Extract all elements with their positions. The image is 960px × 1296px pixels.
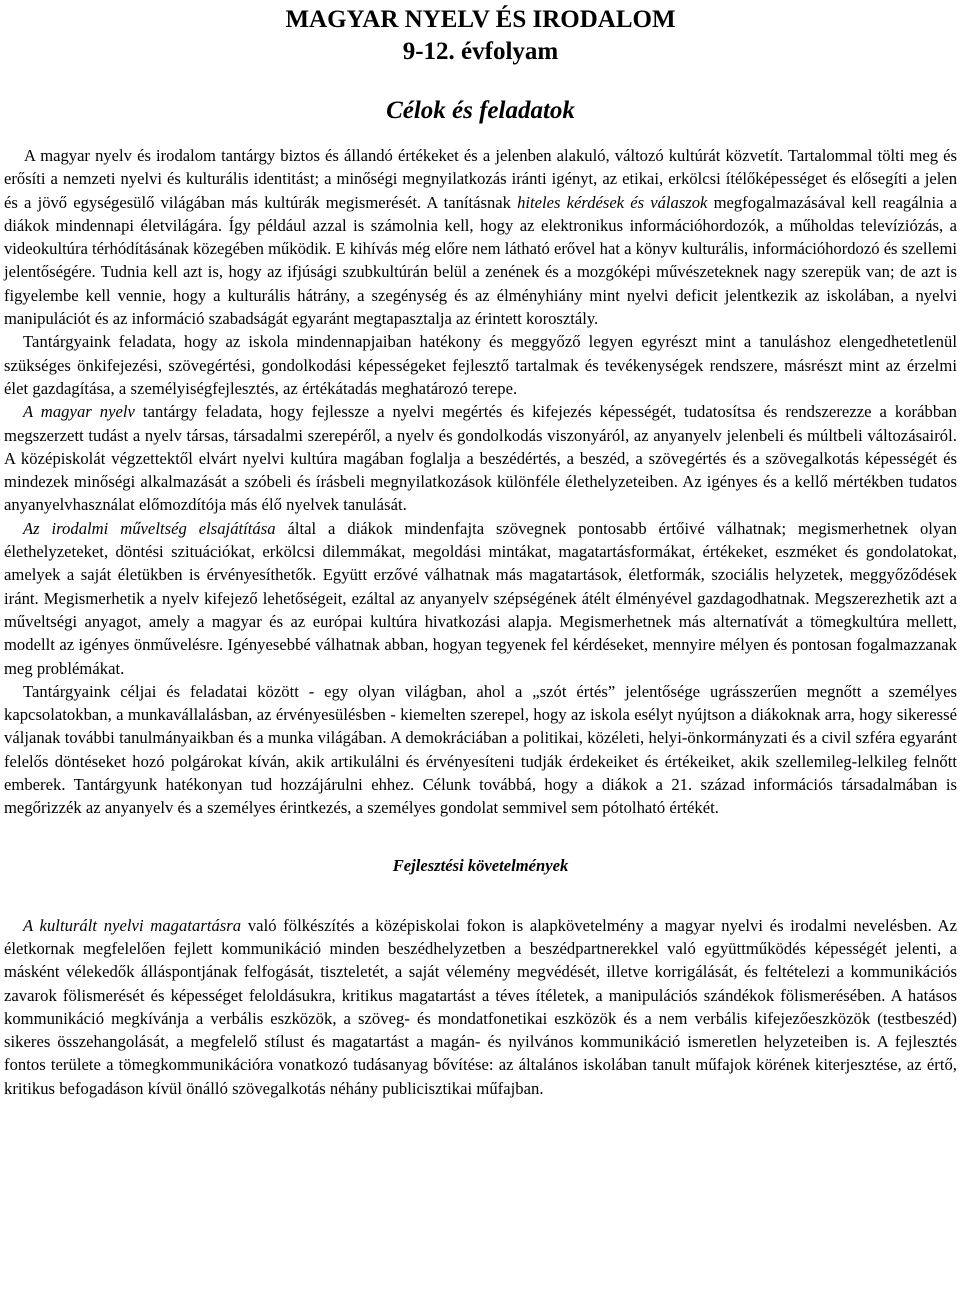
italic-phrase: A magyar nyelv — [23, 402, 135, 422]
paragraph-text: Tantárgyaink feladata, hogy az iskola mindennapjaiban hatékony és meggyőző legyen egyrészt mint a tanuláshoz elengedhetetlenül szükséges önkifejezési, szövegértési, gondolkodási képességeket fejlesztő tartalmak és tevékenységek rendszere, másrészt mint az érzelmi élet gazdagítása, a személyiségfejlesztés, az értékátadás meghatározó terepe. — [4, 332, 957, 398]
italic-phrase: A kulturált nyelvi magatartásra — [23, 915, 242, 935]
paragraph-tasks — [4, 330, 957, 400]
title-grades: 9-12. évfolyam — [402, 38, 559, 65]
paragraph-goals-tasks — [4, 680, 957, 820]
paragraph-text: tantárgy feladata, hogy fejlessze a nyelvi megértés és kifejezés képességét, tudatosítsa és rendszerezze a korábban megszerzett tudást a nyelv társas, társadalmi szerepéről, a nyelv és gondolkodás viszonyáról, az anyanyelv jelenbeli és múltbeli változásairól. A középiskolát végzettektől elvárt nyelvi kultúra magában foglalja a beszédértés, a beszéd, a szövegértés és a szövegalkotás képességét és mindezek minőségi alkalmazását a szóbeli és írásbeli megnyilatkozások különféle élethelyzeteiben. Az igényes és a kellő mértékben tudatos anyanyelvhasználat előmozdítója más élő nyelvek tanulását. — [4, 402, 957, 515]
paragraph-text: megfogalmazásával kell reagálnia a diákok mindennapi életvilágára. Így például azzal is számolnia kell, hogy az elektronikus információhordozók, a műholdas televíziózás, a videokultúra térhódításának közegében működik. E kihívás még előre nem látható erővel hat a könyv kulturális, információhordozó és szellemi jelentőségére. Tudnia kell azt is, hogy az ifjúsági szubkultúrán belül a zenének és a mozgóképi művészeteknek nagy szerepük van; de azt is figyelembe kell vennie, hogy a kulturális hátrány, a szegénység és az élményhiány mint nyelvi deficit jelentkezik az iskolában, a nyelvi manipulációt és az információ szabadságát egyaránt megtapasztalja az érintett korosztály. — [4, 192, 958, 329]
paragraph-cultured-language — [4, 914, 957, 1100]
paragraph-intro — [4, 144, 957, 330]
italic-phrase: Az irodalmi műveltség elsajátítása — [23, 518, 276, 538]
document-title — [4, 4, 957, 68]
paragraph-literary-literacy — [4, 517, 957, 680]
paragraph-text: Tantárgyaink céljai és feladatai között - egy olyan világban, ahol a „szót értés” jelentősége ugrásszerűen megnőtt a személyes kapcsolatokban, a munkavállalásban, az érvényesülésben - kiemelten szerepel, hogy az iskola esélyt nyújtson a diákoknak arra, hogy sikeressé váljanak további tanulmányaikban és a munka világában. A demokráciában a politikai, közéleti, helyi-önkormányzati és a civil szféra egyaránt felelős döntéseket hozó polgárokat kíván, akik artikulálni és érvényesíteni tudják érdekeiket és értékeiket, akik szellemileg-lelkileg felnőtt emberek. Tantárgyunk hatékonyan tud hozzájárulni ehhez. Célunk továbbá, hogy a diákok a 21. század információs társadalmában is megőrizzék az anyanyelv és a személyes érintkezés, a személyes gondolat semmivel sem pótolható értékét. — [4, 681, 957, 818]
paragraph-text: való fölkészítés a középiskolai fokon is alapkövetelmény a magyar nyelvi és irodalmi nevelésben. Az életkornak megfelelően fejlett kommunikáció minden beszédhelyzetben a beszédpartnerekkel való együttműködés képességét jelenti, a másként vélekedők álláspontjának felfogását, tiszteletét, a saját vélemény megvédését, illetve korrigálását, és feltételezi a kommunikációs zavarok fölismerését és képességet feloldásukra, kritikus magatartást a téves ítéletek, a manipulációs szándékok fölismerésében. A hatásos kommunikáció megkívánja a verbális eszközök, a szöveg- és mondatfonetikai eszközök és a nem verbális kifejezőeszközök (testbeszéd) sikeres összehangolását, a megfelelő stílust és magatartást a magán- és nyilvános kommunikáció ismeretlen helyzeteiben is. A fejlesztés fontos területe a tömegkommunikációra vonatkozó tudásanyag bővítése: az általános iskolában tanult műfajok körének kiterjesztése, az értő, kritikus befogadáson kívül önálló szövegalkotás néhány publicisztikai műfajban. — [4, 915, 957, 1098]
section-heading-requirements: Fejlesztési követelmények — [392, 855, 569, 875]
italic-phrase: hiteles kérdések és válaszok — [517, 192, 708, 212]
paragraph-text: A magyar nyelv és irodalom tantárgy biztos és állandó értékeket és a jelenben alakuló, változó kultúrát közvetít. Tartalommal tölti meg és erősíti a nemzeti nyelvi és kulturális identitást; a minőségi megnyilatkozás iránti igényt, az etikai, erkölcsi ítélőképességet és elősegíti a jelen és a jövő egységesülő világában más kultúrák megismerését. A tanításnak — [4, 146, 957, 212]
section-heading-goals: Célok és feladatok — [386, 97, 575, 124]
paragraph-text: által a diákok mindenfajta szövegnek pontosabb értőivé válhatnak; megismerhetnek olyan élethelyzeteket, döntési szituációkat, erkölcsi dilemmákat, megoldási mintákat, magatartásformákat, értékeket, eszméket és gondolatokat, amelyek a saját életükben is érvényesíthetők. Együtt erzővé válhatnak más magatartások, életformák, szociális helyzetek, meggyőződések iránt. Megismerhetik a nyelv kifejező lehetőségeit, ezáltal az anyanyelv szépségének átélt élményével gazdagodhatnak. Megszerezhetik azt a műveltségi anyagot, amely a magyar és az európai kultúra hivatkozási alapja. Megismerhetnek más alternatívát a tömegkultúra mellett, modellt az igényes önművelésre. Igényesebbé válhatnak abban, hogyan tegyenek fel kérdéseket, mennyire mélyen és pontosan fogalmazzanak meg problémákat. — [4, 518, 957, 678]
title-subject: MAGYAR NYELV ÉS IRODALOM — [285, 6, 676, 33]
paragraph-hungarian-language — [4, 400, 957, 516]
